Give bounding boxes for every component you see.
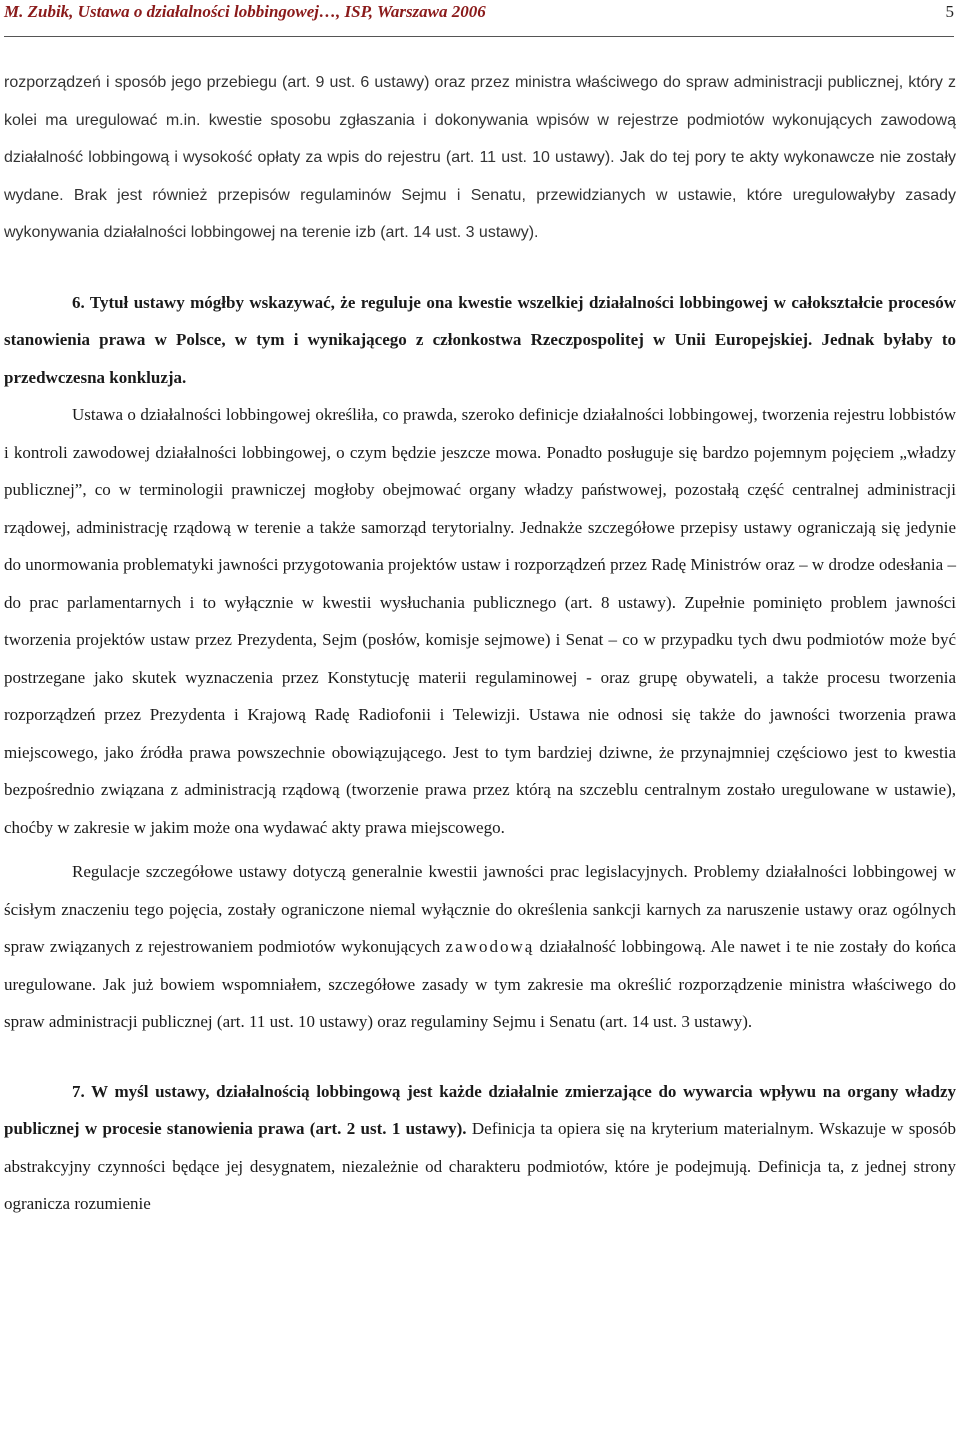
paragraph-text: Ustawa o działalności lobbingowej określiła, co prawda, szeroko definicje działalności lobbingowej, tworzenia rejestru lobbistów i kontroli zawodowej działalności lobbingowej, o czym będzie jeszcze mowa. Ponadto posługuje się bardzo pojemnym pojęciem „władzy publicznej”, co w terminologii prawniczej mogłoby obejmować organy władzy państwowej, pozostałą część centralnej administracji rządowej, administrację rządową w terenie a także samorząd terytorialny. Jednakże szczegółowe przepisy ustawy ograniczają się jedynie do unormowania problematyki jawności przygotowania projektów ustaw i rozporządzeń przez Radę Ministrów oraz – w drodze odesłania – do prac parlamentarnych i to wyłącznie w kwestii wysłuchania publicznego (art. 8 ustawy). Zupełnie pominięto problem jawności tworzenia projektów ustaw przez Prezydenta, Sejm (posłów, komisje sejmowe) i Senat – co w przypadku tych dwu podmiotów może być postrzegane jako skutek wyznaczenia przez Konstytucję materii regulaminowej - oraz grupę obywateli, a także procesu tworzenia rozporządzeń przez Prezydenta i Krajową Radę Radiofonii i Telewizji. Ustawa nie odnosi się także do jawności tworzenia prawa miejscowego, jako źródła prawa powszechnie obowiązującego. Jest to tym bardziej dziwne, że przynajmniej częściowo jest to kwestia bezpośrednio związana z administracją rządową (tworzenie prawa przez którą na szczeblu centralnym zostało uregulowane w ustawie), choćby w zakresie w jakim może ona wydawać akty prawa miejscowego. bbox=[4, 405, 956, 837]
section-6-heading bbox=[4, 284, 956, 397]
paragraph-regulations bbox=[4, 853, 956, 1041]
paragraph-text: Regulacje szczegółowe ustawy dotyczą generalnie kwestii jawności prac legislacyjnych. Problemy działalności lobbingowej w ścisłym znaczeniu tego pojęcia, zostały ograniczone niemal wyłącznie do określenia sankcji karnych za naruszenie ustawy oraz ogólnych spraw związanych z rejestrowaniem podmiotów wykonujących bbox=[4, 862, 956, 956]
paragraph-continuation bbox=[4, 64, 956, 252]
section-6-text: 6. Tytuł ustawy mógłby wskazywać, że reguluje ona kwestie wszelkiej działalności lobbingowej w całokształcie procesów stanowienia prawa w Polsce, w tym i wynikającego z członkostwa Rzeczpospolitej w Unii Europejskiej. Jednak byłaby to przedwczesna konkluzja. bbox=[4, 292, 956, 387]
paragraph-text: działalność lobbingową. Ale nawet i te nie zostały do końca uregulowane. Jak już bowiem wspomniałem, szczegółowe zasady w tym zakresie ma określić rozporządzenie ministra właściwego do spraw administracji publicznej (art. 11 ust. 10 ustawy) oraz regulaminy Sejmu i Senatu (art. 14 ust. 3 ustawy). bbox=[4, 937, 957, 1031]
document-body bbox=[4, 64, 956, 1223]
page-number: 5 bbox=[945, 2, 954, 21]
page-header bbox=[4, 0, 954, 37]
paragraph-definition bbox=[4, 1073, 956, 1223]
section-7-heading: 7. W myśl ustawy, działalnością lobbingową jest każde działalnie zmierzające do wywarcia wpływu na organy władzy publicznej w procesie stanowienia prawa (art. 2 ust. 1 ustawy). bbox=[4, 1081, 956, 1138]
paragraph-text: rozporządzeń i sposób jego przebiegu (art. 9 ust. 6 ustawy) oraz przez ministra właściwego do spraw administracji publicznej, który z kolei ma uregulować m.in. kwestie sposobu zgłaszania i dokonywania wpisów w rejestrze podmiotów wykonujących zawodową działalność lobbingową i wysokość opłaty za wpis do rejestru (art. 11 ust. 10 ustawy). Jak do tej pory te akty wykonawcze nie zostały wydane. Brak jest również przepisów regulaminów Sejmu i Senatu, przewidzianych w ustawie, które uregulowałyby zasady wykonywania działalności lobbingowej na terenie izb (art. 14 ust. 3 ustawy). bbox=[4, 74, 956, 241]
emphasized-word: zawodową bbox=[445, 937, 535, 956]
running-title: M. Zubik, Ustawa o działalności lobbingowej…, ISP, Warszawa 2006 bbox=[4, 2, 486, 21]
paragraph-text: Definicja ta opiera się na kryterium materialnym. Wskazuje w sposób abstrakcyjny czynności będące jej desygnatem, niezależnie od charakteru podmiotów, które je podejmują. Definicja ta, z jednej strony ogranicza rozumienie bbox=[4, 1119, 957, 1213]
paragraph-scope bbox=[4, 396, 956, 846]
